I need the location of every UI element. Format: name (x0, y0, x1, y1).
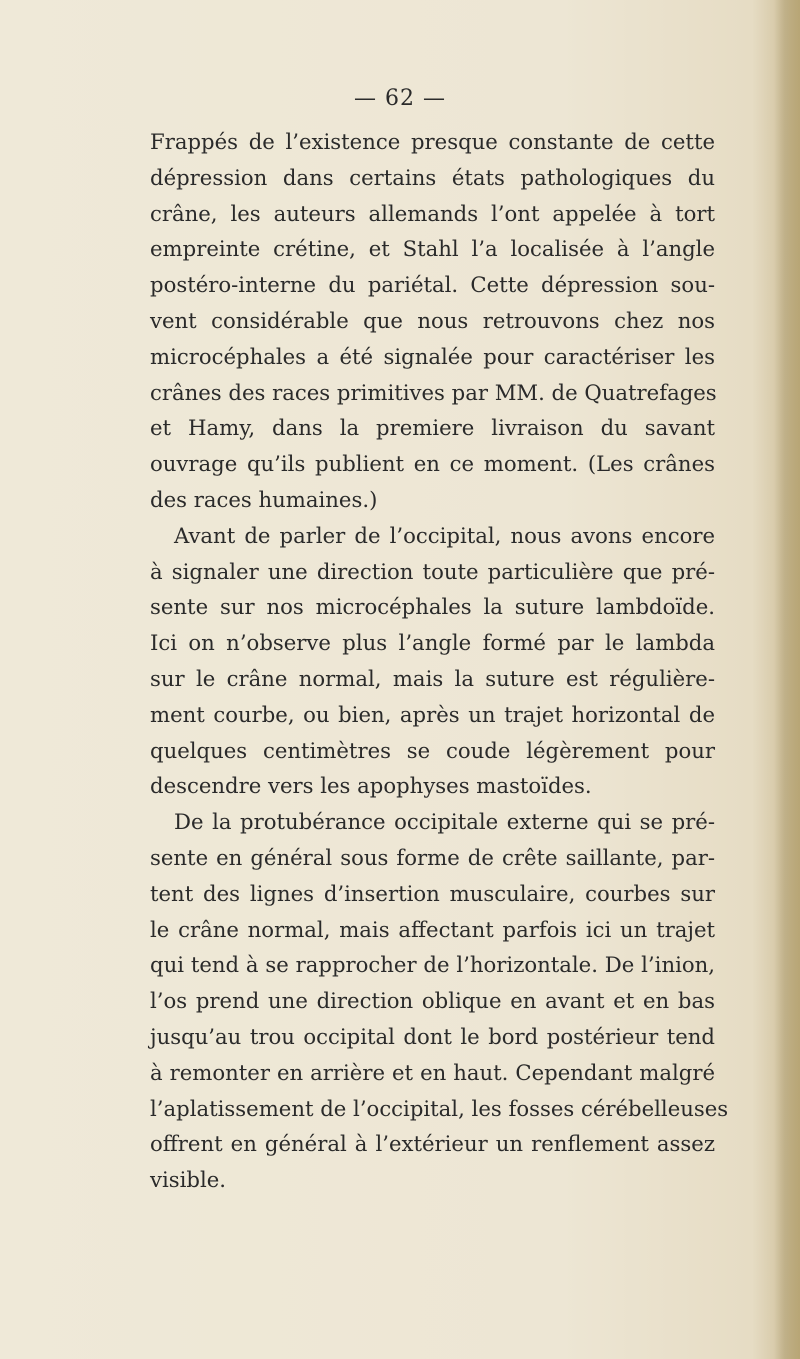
text-line: et Hamy, dans la premiere livraison du savant (150, 415, 715, 441)
text-line: à signaler une direction toute particulière que pré- (150, 558, 715, 584)
text-line: dépression dans certains états pathologiques du (150, 164, 715, 190)
text-line: empreinte crétine, et Stahl l’a localisée à l’angle (150, 236, 715, 262)
text-line: crânes des races primitives par MM. de Quatrefages (150, 379, 717, 405)
text-line: visible. (150, 1167, 227, 1193)
text-line: De la protubérance occipitale externe qui se pré- (174, 809, 715, 835)
text-line: le crâne normal, mais affectant parfois ici un trajet (150, 916, 715, 942)
text-line: vent considérable que nous retrouvons chez nos (150, 307, 715, 333)
text-line: Frappés de l’existence presque constante de cette (150, 129, 715, 154)
text-line: ouvrage qu’ils publient en ce moment. (Les crânes (150, 451, 715, 477)
text-line: tent des lignes d’insertion musculaire, courbes sur (150, 880, 715, 906)
text-line: des races humaines.) (150, 486, 378, 512)
text-line: jusqu’au trou occipital dont le bord postérieur tend (150, 1023, 715, 1049)
text-line: ment courbe, ou bien, après un trajet horizontal de (150, 701, 715, 727)
text-line: sur le crâne normal, mais la suture est régulière- (150, 665, 715, 691)
text-line: l’aplatissement de l’occipital, les fosses cérébelleuses (150, 1095, 729, 1121)
text-line: sente sur nos microcéphales la suture lambdoïde. (150, 594, 715, 620)
text-line: à remonter en arrière et en haut. Cependant malgré (150, 1059, 715, 1085)
page-edge-shadow (774, 0, 800, 1359)
text-line: descendre vers les apophyses mastoïdes. (150, 773, 592, 799)
text-line: l’os prend une direction oblique en avant et en bas (150, 988, 715, 1014)
text-line: Avant de parler de l’occipital, nous avons encore (174, 522, 715, 548)
body-text (150, 124, 729, 1198)
text-line: sente en général sous forme de crête saillante, par- (150, 844, 715, 870)
text-line: microcéphales a été signalée pour caractériser les (150, 343, 715, 369)
text-line: quelques centimètres se coude légèrement pour (150, 737, 715, 763)
text-line: offrent en général à l’extérieur un renflement assez (150, 1131, 715, 1157)
page-number: — 62 — (354, 86, 446, 111)
text-line: crâne, les auteurs allemands l’ont appelée à tort (150, 200, 715, 226)
text-line: Ici on n’observe plus l’angle formé par le lambda (150, 630, 715, 656)
text-line: qui tend à se rapprocher de l’horizontale. De l’inion, (150, 952, 715, 978)
text-line: postéro-interne du pariétal. Cette dépression sou- (150, 272, 715, 298)
